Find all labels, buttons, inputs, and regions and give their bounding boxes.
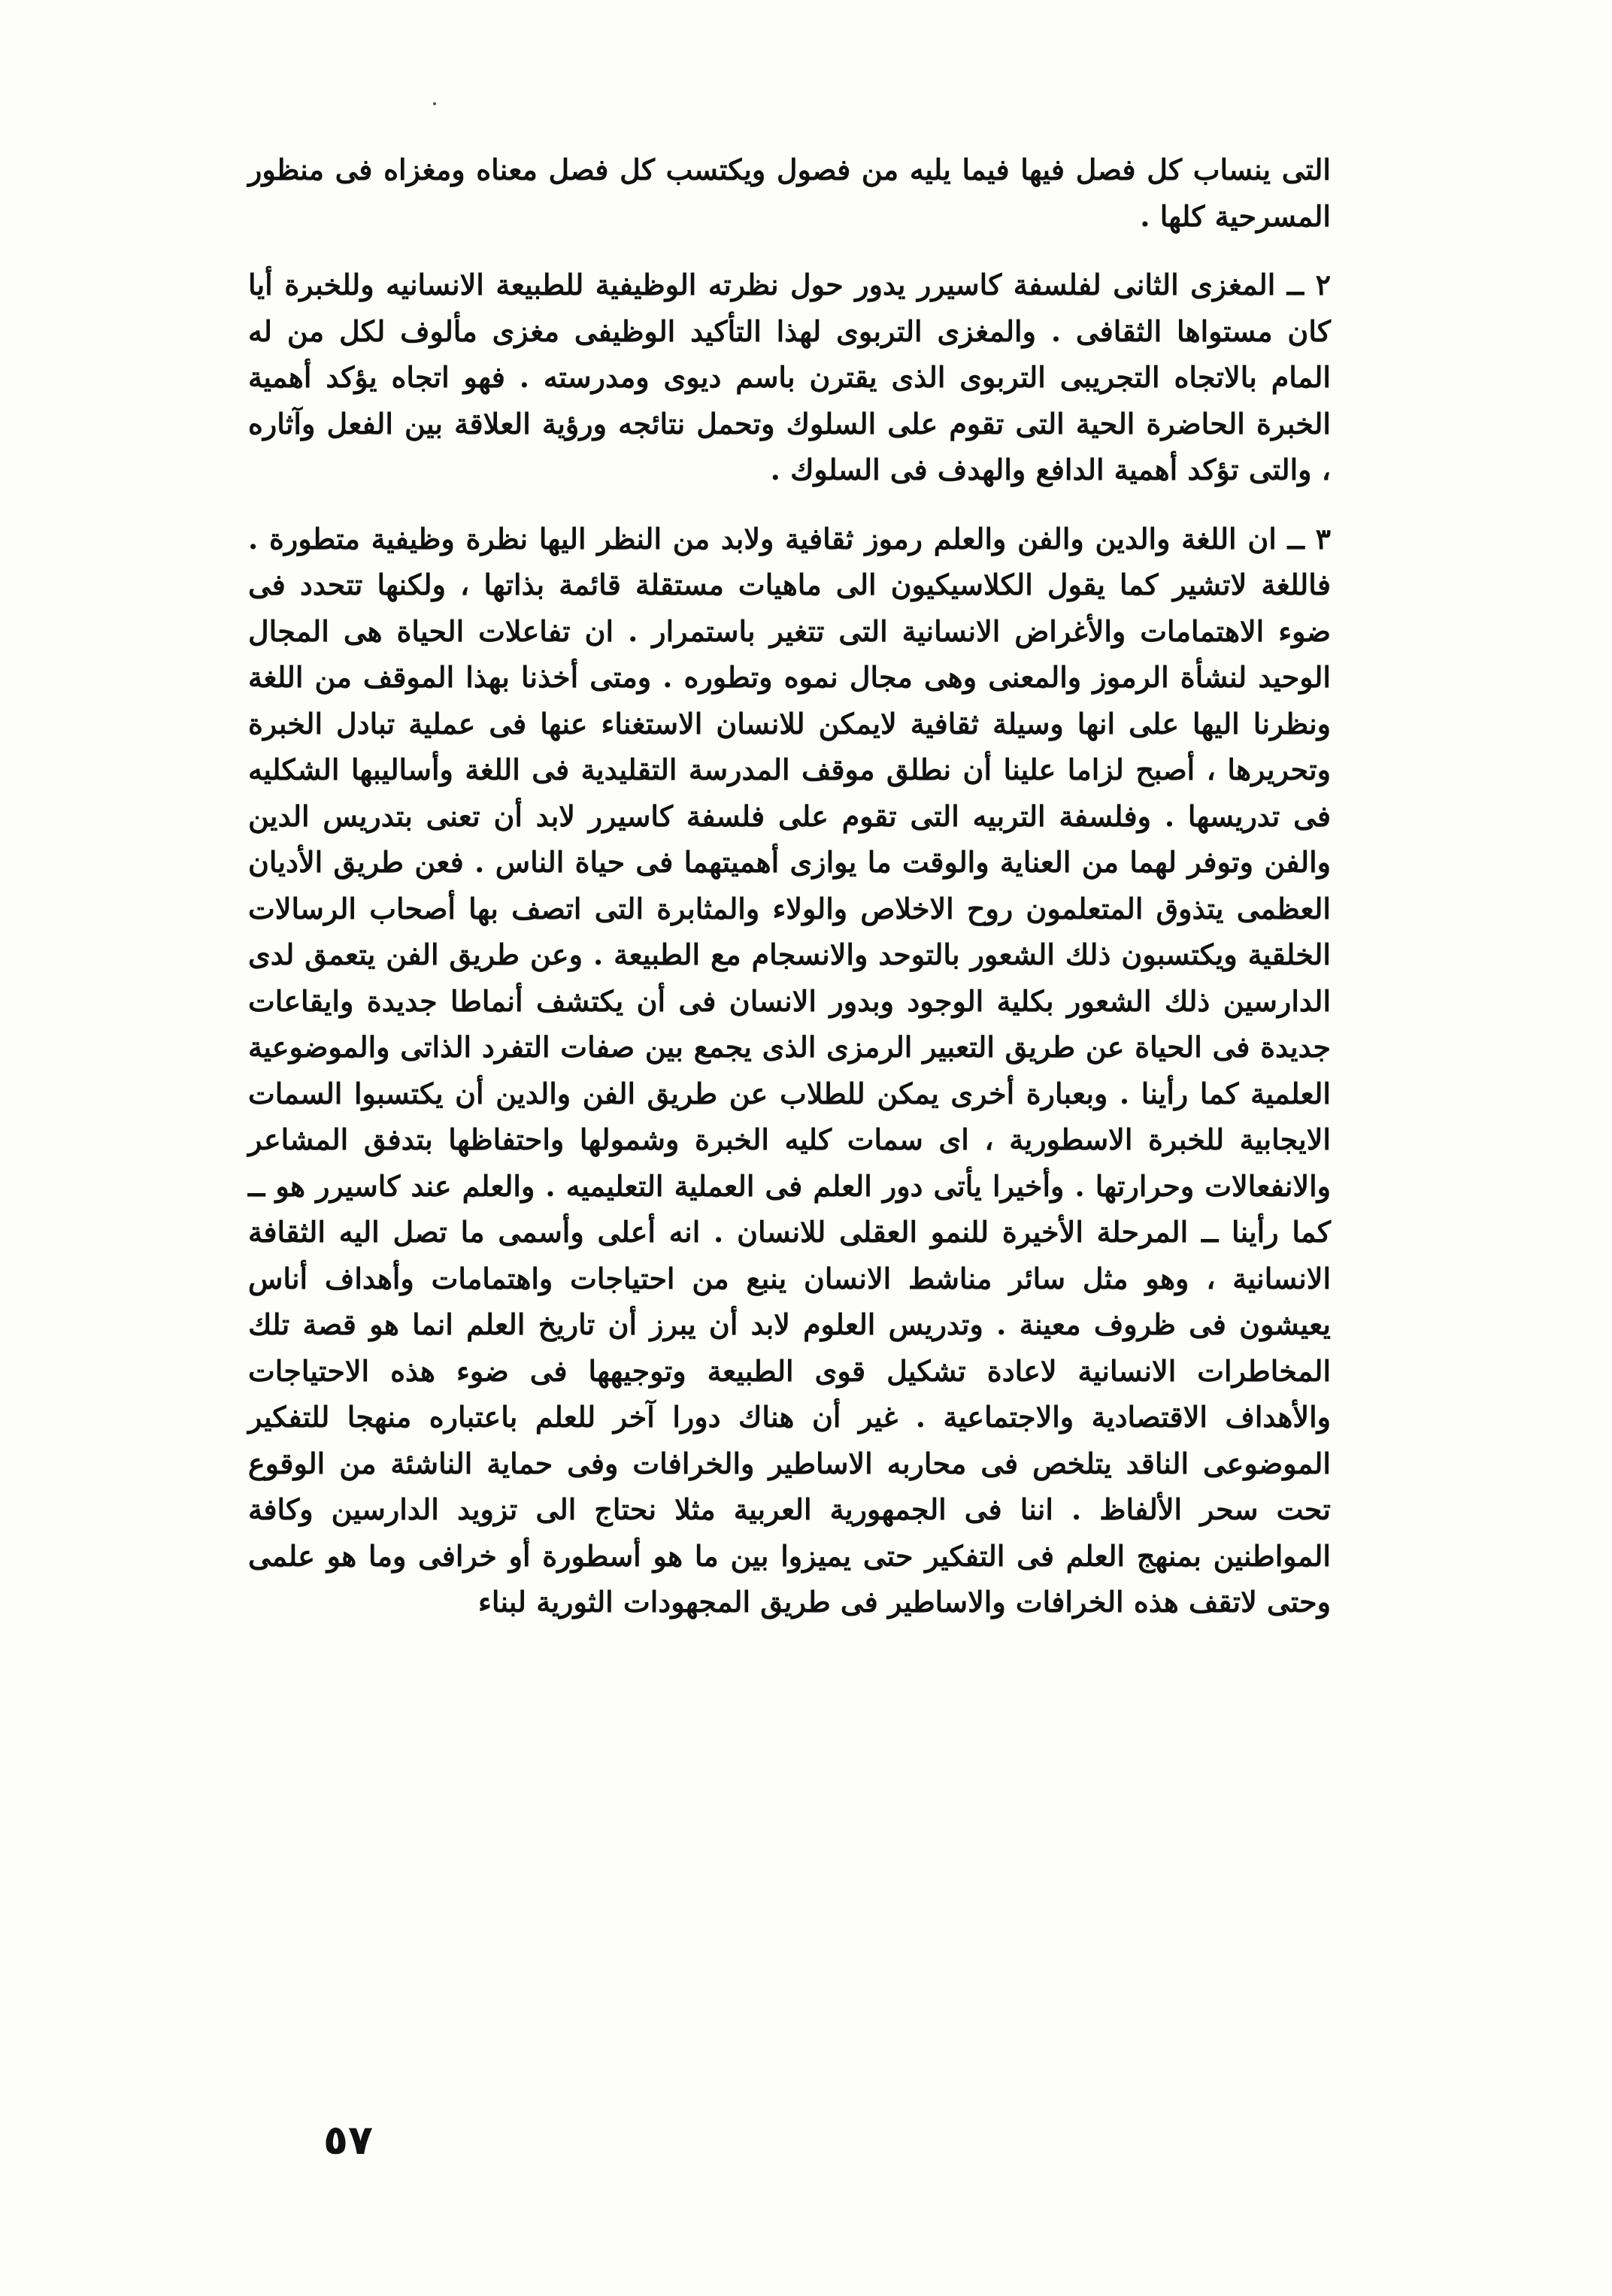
paragraph-point-3: ٣ ــ ان اللغة والدين والفن والعلم رموز ثقافية ولابد من النظر اليها نظرة وظيفية متطورة . فاللغة لاتشير كما يقول الكلاسيكيون الى ماهيات مستقلة قائمة بذاتها ، ولكنها تتحدد فى ضوء الاهتمامات والأغراض الانسانية التى تتغير باستمرار . ان تفاعلات الحياة هى المجال الوحيد لنشأة الرموز والمعنى وهى مجال نموه وتطوره . ومتى أخذنا بهذا الموقف من اللغة ونظرنا اليها على انها وسيلة ثقافية لايمكن للانسان الاستغناء عنها فى عملية تبادل الخبرة وتحريرها ، أصبح لزاما علينا أن نطلق موقف المدرسة التقليدية فى اللغة وأساليبها الشكليه فى تدريسها . وفلسفة التربيه التى تقوم على فلسفة كاسيرر لابد أن تعنى بتدريس الدين والفن وتوفر لهما من العناية والوقت ما يوازى أهميتهما فى حياة الناس . فعن طريق الأديان العظمى يتذوق المتعلمون روح الاخلاص والولاء والمثابرة التى اتصف بها أصحاب الرسالات الخلقية ويكتسبون ذلك الشعور بالتوحد والانسجام مع الطبيعة . وعن طريق الفن يتعمق لدى الدارسين ذلك الشعور بكلية الوجود وبدور الانسان فى أن يكتشف أنماطا جديدة وايقاعات جديدة فى الحياة عن طريق التعبير الرمزى الذى يجمع بين صفات التفرد الذاتى والموضوعية العلمية كما رأينا . وبعبارة أخرى يمكن للطلاب عن طريق الفن والدين أن يكتسبوا السمات الايجابية للخبرة الاسطورية ، اى سمات كليه الخبرة وشمولها واحتفاظها بتدفق المشاعر والانفعالات وحرارتها . وأخيرا يأتى دور العلم فى العملية التعليميه . والعلم عند كاسيرر هو ــ كما رأينا ــ المرحلة الأخيرة للنمو العقلى للانسان . انه أعلى وأسمى ما تصل اليه الثقافة الانسانية ، وهو مثل سائر مناشط الانسان ينبع من احتياجات واهتمامات وأهداف أناس يعيشون فى ظروف معينة . وتدريس العلوم لابد أن يبرز أن تاريخ العلم انما هو قصة تلك المخاطرات الانسانية لاعادة تشكيل قوى الطبيعة وتوجيهها فى ضوء هذه الاحتياجات والأهداف الاقتصادية والاجتماعية . غير أن هناك دورا آخر للعلم باعتباره منهجا للتفكير الموضوعى الناقد يتلخص فى محاربه الاساطير والخرافات وفى حماية الناشئة من الوقوع تحت سحر الألفاظ . اننا فى الجمهورية العربية مثلا نحتاج الى تزويد الدارسين وكافة المواطنين بمنهج العلم فى التفكير حتى يميزوا بين ما هو أسطورة أو خرافى وما هو علمى وحتى لاتقف هذه الخرافات والاساطير فى طريق المجهودات الثورية لبناء	[248, 521, 1331, 1619]
scan-speck	[433, 102, 436, 105]
paragraph-point-2: ٢ ــ المغزى الثانى لفلسفة كاسيرر يدور حول نظرته الوظيفية للطبيعة الانسانيه وللخبرة أيا كان مستواها الثقافى . والمغزى التربوى لهذا التأكيد الوظيفى مغزى مألوف لكل من له المام بالاتجاه التجريبى التربوى الذى يقترن باسم ديوى ومدرسته . فهو اتجاه يؤكد أهمية الخبرة الحاضرة الحية التى تقوم على السلوك وتحمل نتائجه ورؤية العلاقة بين الفعل وآثاره ، والتى تؤكد أهمية الدافع والهدف فى السلوك .	[248, 268, 1331, 486]
paragraph-intro: التى ينساب كل فصل فيها فيما يليه من فصول ويكتسب كل فصل معناه ومغزاه فى منظور المسرحية كلها .	[248, 153, 1331, 233]
page-number: ٥٧	[323, 2116, 373, 2164]
body-text	[248, 147, 1331, 1625]
